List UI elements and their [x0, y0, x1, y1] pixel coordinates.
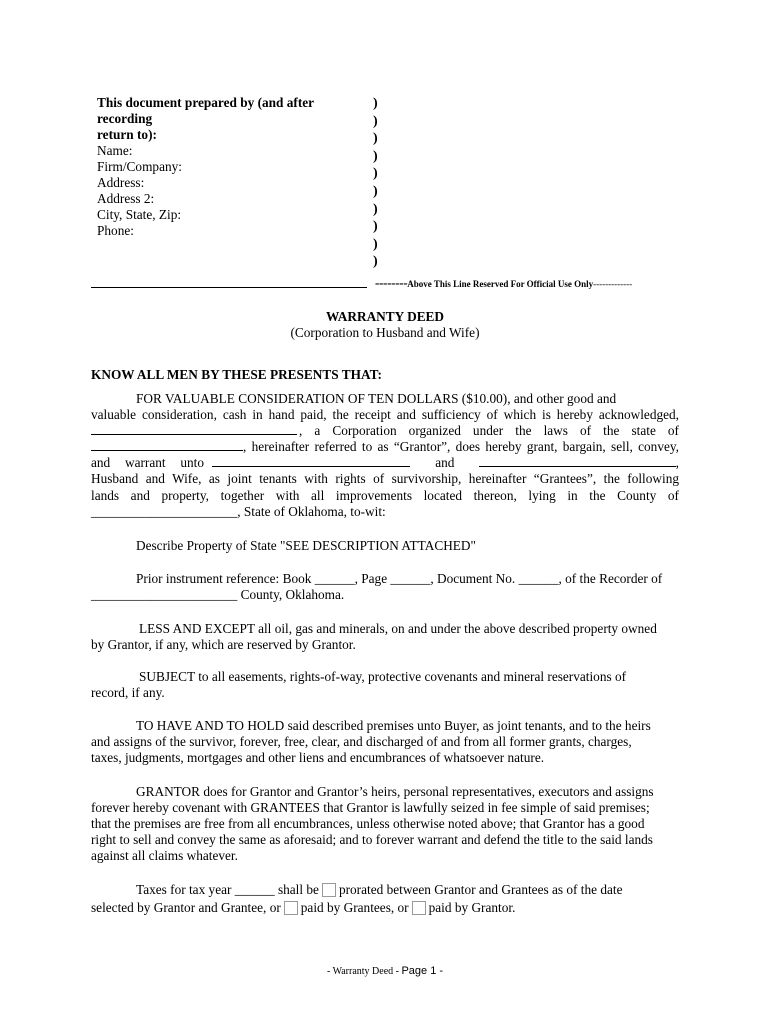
consideration-paragraph — [91, 391, 679, 520]
subject-paragraph — [91, 669, 679, 701]
paren: ) — [373, 254, 378, 270]
paren: ) — [373, 131, 378, 147]
consideration-line-3 — [91, 423, 679, 439]
text-line: , a Corporation organized under the laws of the state of — [299, 423, 679, 439]
field-city-state-zip-label: City, State, Zip: — [97, 207, 182, 222]
grantor-line-5: against all claims whatever. — [91, 848, 238, 864]
document-title: WARRANTY DEED — [325, 309, 445, 324]
habendum-line-3: taxes, judgments, mortgages and other liens and encumbrances of whatsoever nature. — [91, 750, 545, 766]
subject-line-1: SUBJECT to all easements, rights-of-way, protective covenants and mineral reservations of — [139, 669, 627, 684]
grantor-line-2: forever hereby covenant with GRANTEES that Grantor is lawfully seized in fee simple of said premises; — [91, 800, 650, 816]
taxes-line-2 — [91, 899, 679, 917]
prepared-by-heading: This document prepared by (and after recording — [97, 95, 314, 126]
grantor-line-4: right to sell and convey the same as aforesaid; and to forever warrant and defend the title to the said lands — [91, 832, 653, 848]
paren: ) — [373, 201, 378, 217]
official-dashes-left: -------- — [375, 275, 408, 290]
grantee-1-blank[interactable] — [212, 455, 410, 467]
less-line-2: by Grantor, if any, which are reserved by Grantor. — [91, 637, 356, 653]
prepared-by-heading-2: return to): — [97, 127, 157, 142]
text-line: and — [435, 455, 455, 471]
grantor-line-3: that the premises are free from all encumbrances, unless otherwise noted above; that Grantor has a good — [91, 816, 645, 832]
describe-property-line: Describe Property of State "SEE DESCRIPTION ATTACHED" — [136, 538, 476, 553]
prior-line-1: Prior instrument reference: Book ______, Page ______, Document No. ______, of the Recorder of — [136, 571, 663, 586]
taxes-paragraph — [91, 881, 679, 917]
paren: ) — [373, 148, 378, 164]
field-firm-label: Firm/Company: — [97, 159, 182, 174]
field-address-label: Address: — [97, 175, 145, 190]
paren: ) — [373, 96, 378, 111]
grantor-line-1: GRANTOR does for Grantor and Grantor’s heirs, personal representatives, executors and assigns — [136, 784, 654, 799]
grantor-state-blank[interactable] — [91, 439, 243, 451]
footer-page-number: Page 1 - — [401, 965, 444, 977]
footer-doc-name: - Warranty Deed - — [326, 966, 402, 977]
official-use-text: Above This Line Reserved For Official Use Only — [407, 279, 594, 289]
consideration-line-2: valuable consideration, cash in hand paid, the receipt and sufficiency of which is hereby acknowledged, — [91, 407, 679, 423]
prorated-checkbox[interactable] — [322, 883, 336, 897]
official-dashes-right: ------------- — [593, 279, 633, 289]
text-line: paid by Grantor. — [428, 900, 516, 915]
paid-by-grantor-checkbox[interactable] — [412, 901, 426, 915]
bracket-column — [373, 95, 385, 271]
grantee-2-blank[interactable] — [479, 455, 675, 467]
text-line: paid by Grantees, or — [300, 900, 409, 915]
grantor-name-blank[interactable] — [91, 423, 297, 435]
consideration-line-5 — [91, 455, 679, 471]
consideration-line-4 — [91, 439, 679, 455]
habendum-line-2: and assigns of the survivor, forever, free, clear, and discharged of and from all former grants, charges, — [91, 734, 632, 750]
official-use-line — [375, 275, 632, 291]
prior-instrument-paragraph — [91, 571, 679, 603]
less-line-1: LESS AND EXCEPT all oil, gas and minerals, on and under the above described property owned — [139, 621, 657, 636]
page-footer — [0, 965, 770, 977]
taxes-line-1 — [91, 881, 679, 899]
text-line: selected by Grantor and Grantee, or — [91, 900, 281, 915]
paren: ) — [373, 183, 378, 199]
field-address2-label: Address 2: — [97, 191, 155, 206]
paren: ) — [373, 166, 378, 182]
text-line: and warrant unto — [91, 455, 205, 471]
field-phone-label: Phone: — [97, 223, 134, 238]
prepared-by-block — [97, 95, 367, 239]
paren: ) — [373, 113, 378, 129]
field-name-label: Name: — [97, 143, 133, 158]
paren: ) — [373, 219, 378, 235]
text-line: FOR VALUABLE CONSIDERATION OF TEN DOLLARS ($10.00), and other good and — [136, 391, 617, 406]
less-except-paragraph — [91, 621, 679, 653]
prior-line-2: ______________________ County, Oklahoma. — [91, 587, 345, 603]
habendum-paragraph — [91, 718, 679, 766]
recording-divider-line — [91, 287, 367, 288]
text-line: , — [675, 455, 679, 471]
document-subtitle: (Corporation to Husband and Wife) — [290, 325, 480, 340]
text-line: Taxes for tax year ______ shall be — [136, 882, 319, 897]
consideration-line-8: ______________________, State of Oklahoma, to-wit: — [91, 503, 386, 519]
habendum-line-1: TO HAVE AND TO HOLD said described premises unto Buyer, as joint tenants, and to the heirs — [136, 718, 651, 733]
know-all-men-heading: KNOW ALL MEN BY THESE PRESENTS THAT: — [91, 367, 382, 382]
consideration-line-1 — [91, 391, 679, 407]
paid-by-grantees-checkbox[interactable] — [284, 901, 298, 915]
paren: ) — [373, 236, 378, 252]
text-line: , hereinafter referred to as “Grantor”, does hereby grant, bargain, sell, convey, — [243, 439, 679, 455]
grantor-covenant-paragraph — [91, 784, 679, 864]
subject-line-2: record, if any. — [91, 685, 165, 701]
text-line: prorated between Grantor and Grantees as of the date — [338, 882, 623, 897]
consideration-line-7: lands and property, together with all improvements located thereon, lying in the County of — [91, 487, 679, 503]
consideration-line-6: Husband and Wife, as joint tenants with rights of survivorship, hereinafter “Grantees”, the following — [91, 471, 679, 487]
